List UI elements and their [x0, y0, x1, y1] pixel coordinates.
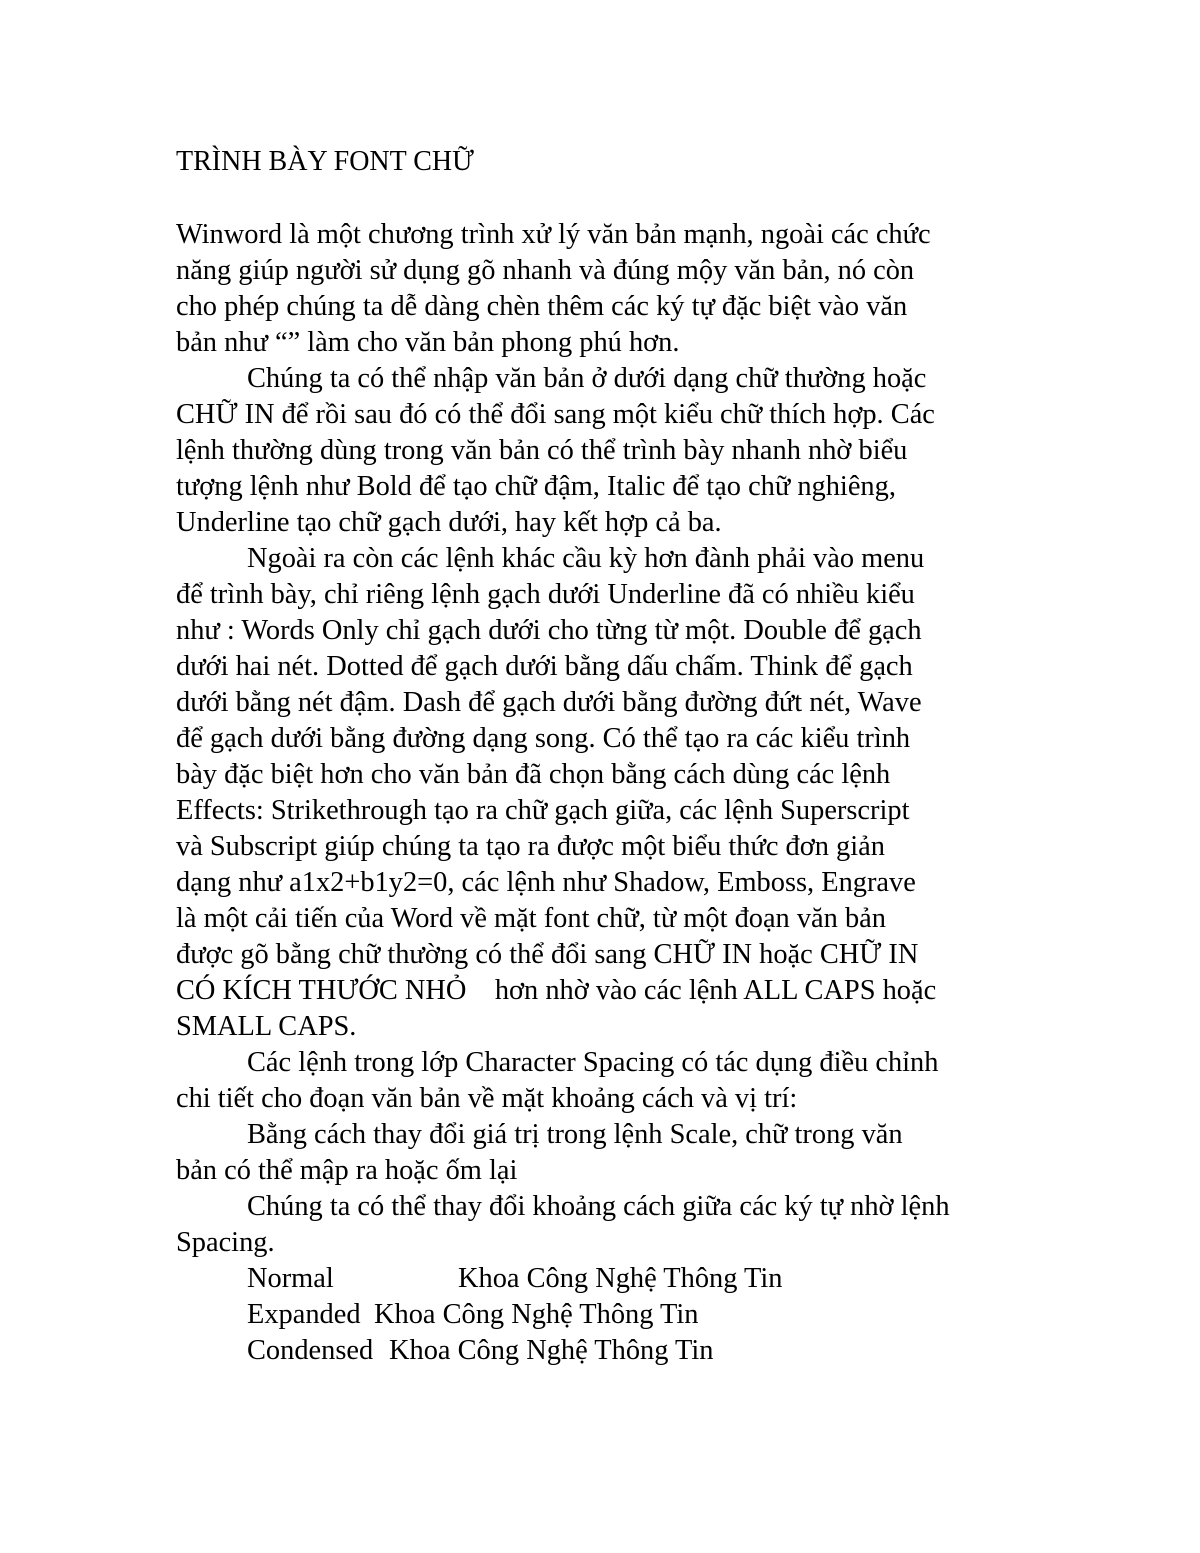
body-line: Các lệnh trong lớp Character Spacing có tác dụng điều chỉnh	[247, 1047, 939, 1078]
spacing-label-normal: Normal	[247, 1263, 334, 1294]
body-line: dưới bằng nét đậm. Dash để gạch dưới bằng đường đứt nét, Wave	[176, 687, 922, 718]
body-line: Spacing.	[176, 1227, 275, 1258]
body-line: CÓ KÍCH THƯỚC NHỎ hơn nhờ vào các lệnh ALL CAPS hoặc	[176, 975, 937, 1006]
body-line: để trình bày, chỉ riêng lệnh gạch dưới Underline đã có nhiều kiểu	[176, 579, 915, 610]
body-line: cho phép chúng ta dễ dàng chèn thêm các ký tự đặc biệt vào văn	[176, 291, 908, 322]
document-title: TRÌNH BÀY FONT CHỮ	[176, 146, 474, 177]
body-line: bày đặc biệt hơn cho văn bản đã chọn bằng cách dùng các lệnh	[176, 759, 891, 790]
body-line: là một cải tiến của Word về mặt font chữ, từ một đoạn văn bản	[176, 903, 886, 934]
body-line: tượng lệnh như Bold để tạo chữ đậm, Italic để tạo chữ nghiêng,	[176, 471, 896, 502]
body-line: CHỮ IN để rồi sau đó có thể đổi sang một kiểu chữ thích hợp. Các	[176, 399, 935, 430]
spacing-label-expanded: Expanded	[247, 1299, 361, 1330]
body-line: Bằng cách thay đổi giá trị trong lệnh Scale, chữ trong văn	[247, 1119, 903, 1150]
body-line: để gạch dưới bằng đường dạng song. Có thể tạo ra các kiểu trình	[176, 723, 911, 754]
body-line: như : Words Only chỉ gạch dưới cho từng từ một. Double để gạch	[176, 615, 922, 646]
body-line: lệnh thường dùng trong văn bản có thể trình bày nhanh nhờ biểu	[176, 435, 908, 466]
spacing-sample-expanded: Khoa Công Nghệ Thông Tin	[374, 1299, 699, 1330]
body-line: dưới hai nét. Dotted để gạch dưới bằng dấu chấm. Think để gạch	[176, 651, 913, 682]
body-line: bản có thể mập ra hoặc ốm lại	[176, 1155, 518, 1186]
body-line: Chúng ta có thể thay đổi khoảng cách giữa các ký tự nhờ lệnh	[247, 1191, 950, 1222]
spacing-sample-condensed: Khoa Công Nghệ Thông Tin	[389, 1335, 714, 1366]
body-line: năng giúp người sử dụng gõ nhanh và đúng mộy văn bản, nó còn	[176, 255, 915, 286]
body-line: SMALL CAPS.	[176, 1011, 357, 1042]
spacing-sample-normal: Khoa Công Nghệ Thông Tin	[458, 1263, 783, 1294]
body-line: chi tiết cho đoạn văn bản về mặt khoảng cách và vị trí:	[176, 1083, 798, 1114]
body-line: dạng như a1x2+b1y2=0, các lệnh như Shadow, Emboss, Engrave	[176, 867, 916, 898]
body-line: Winword là một chương trình xử lý văn bản mạnh, ngoài các chức	[176, 219, 931, 250]
body-line: Underline tạo chữ gạch dưới, hay kết hợp cả ba.	[176, 507, 722, 538]
spacing-label-condensed: Condensed	[247, 1335, 374, 1366]
body-line: Ngoài ra còn các lệnh khác cầu kỳ hơn đành phải vào menu	[247, 543, 925, 574]
body-line: được gõ bằng chữ thường có thể đổi sang CHỮ IN hoặc CHỮ IN	[176, 939, 919, 970]
body-line: Chúng ta có thể nhập văn bản ở dưới dạng chữ thường hoặc	[247, 363, 927, 394]
body-line: và Subscript giúp chúng ta tạo ra được một biểu thức đơn giản	[176, 831, 885, 862]
body-line: Effects: Strikethrough tạo ra chữ gạch giữa, các lệnh Superscript	[176, 795, 910, 826]
body-line: bản như “” làm cho văn bản phong phú hơn.	[176, 327, 680, 358]
